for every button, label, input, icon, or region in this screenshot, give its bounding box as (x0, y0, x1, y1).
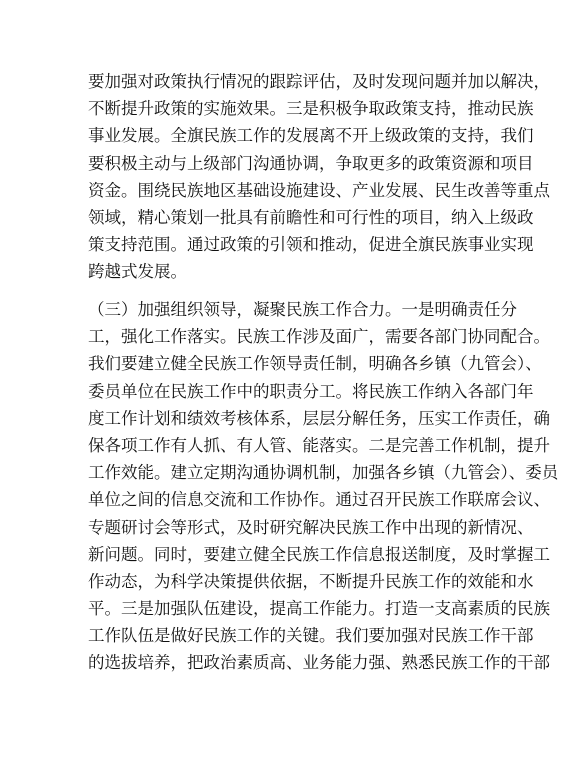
text-line: 工作效能。建立定期沟通协调机制，加强各乡镇（九管会）、委员 (88, 463, 559, 483)
text-line: 的选拔培养，把政治素质高、业务能力强、熟悉民族工作的干部 (88, 653, 550, 673)
text-line: 作动态，为科学决策提供依据，不断提升民族工作的效能和水 (88, 571, 534, 591)
text-line: 委员单位在民族工作中的职责分工。将民族工作纳入各部门年 (88, 381, 534, 401)
text-line: 工，强化工作落实。民族工作涉及面广，需要各部门协同配合。 (88, 327, 550, 347)
text-line: 工作队伍是做好民族工作的关键。我们要加强对民族工作干部 (88, 626, 534, 646)
text-line: 平。三是加强队伍建设，提高工作能力。打造一支高素质的民族 (88, 599, 550, 619)
text-line: 要积极主动与上级部门沟通协调，争取更多的政策资源和项目 (88, 153, 534, 173)
text-line: （三）加强组织领导，凝聚民族工作合力。一是明确责任分 (88, 300, 517, 319)
text-line: 新问题。同时，要建立健全民族工作信息报送制度，及时掌握工 (88, 544, 550, 564)
paragraph-2 (88, 296, 559, 677)
text-line: 保各项工作有人抓、有人管、能落实。二是完善工作机制，提升 (88, 435, 550, 455)
text-line: 事业发展。全旗民族工作的发展离不开上级政策的支持，我们 (88, 126, 534, 146)
text-line: 度工作计划和绩效考核体系，层层分解任务，压实工作责任，确 (88, 408, 550, 428)
text-line: 专题研讨会等形式，及时研究解决民族工作中出现的新情况、 (88, 517, 534, 537)
text-line: 不断提升政策的实施效果。三是积极争取政策支持，推动民族 (88, 99, 534, 119)
text-line: 领域，精心策划一批具有前瞻性和可行性的项目，纳入上级政 (88, 207, 534, 227)
text-line: 资金。围绕民族地区基础设施建设、产业发展、民生改善等重点 (88, 180, 550, 200)
text-line: 策支持范围。通过政策的引领和推动，促进全旗民族事业实现 (88, 235, 534, 255)
text-line: 跨越式发展。 (88, 262, 187, 282)
paragraph-1 (88, 68, 550, 286)
text-line: 要加强对政策执行情况的跟踪评估，及时发现问题并加以解决， (88, 72, 550, 91)
text-line: 单位之间的信息交流和工作协作。通过召开民族工作联席会议、 (88, 490, 550, 510)
text-line: 我们要建立健全民族工作领导责任制，明确各乡镇（九管会）、 (88, 354, 542, 374)
